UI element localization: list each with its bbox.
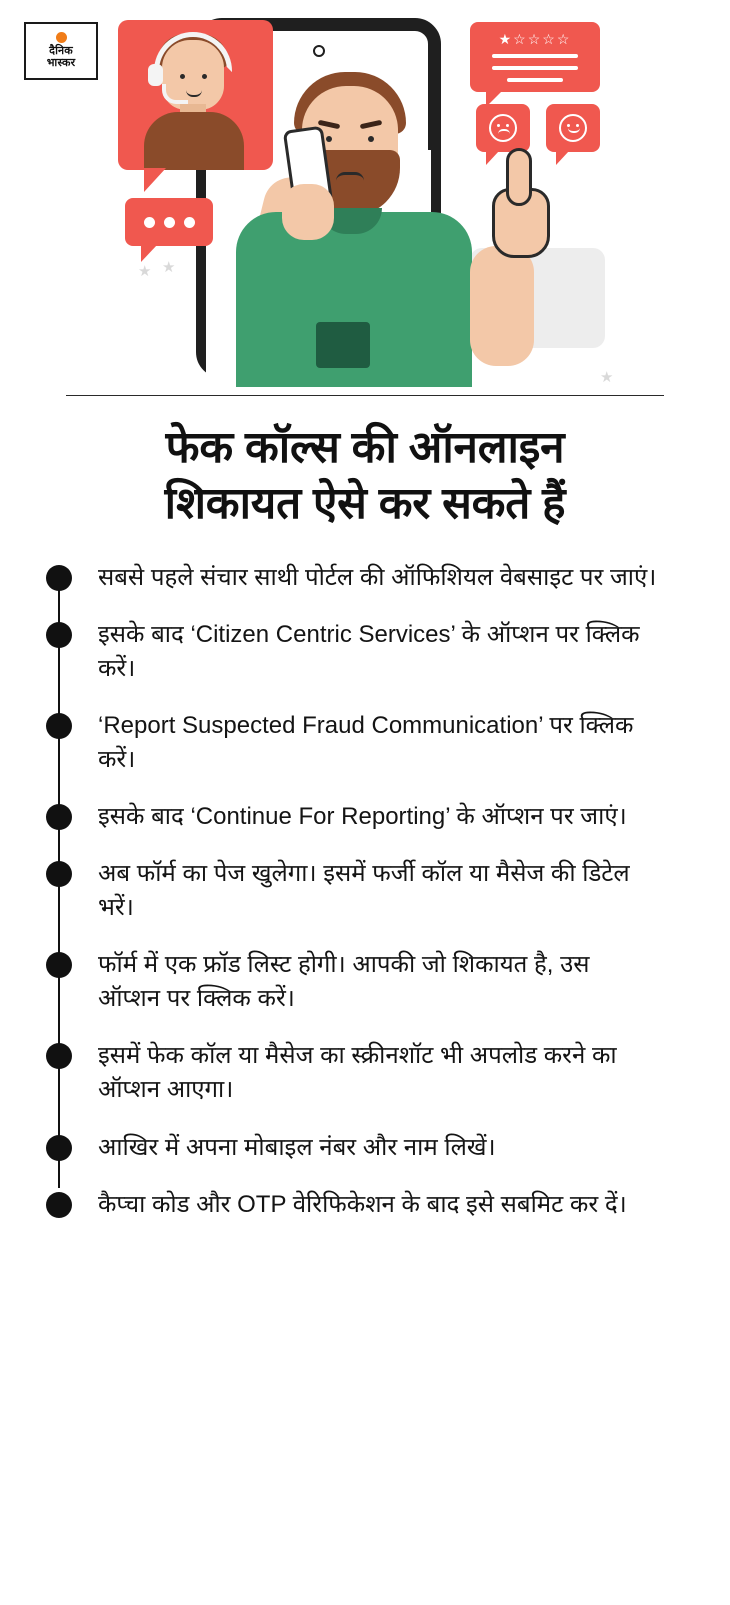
list-item: [40, 857, 690, 925]
agent-eye-right: [202, 74, 207, 79]
step-bullet-icon: [46, 1192, 72, 1218]
step-bullet-icon: [46, 861, 72, 887]
rating-line-1: [492, 54, 578, 58]
happy-eye-right: [576, 124, 579, 127]
list-item: [40, 800, 690, 834]
divider: [66, 395, 664, 396]
step-text: फॉर्म में एक फ्रॉड लिस्ट होगी। आपकी जो शिकायत है, उस ऑप्शन पर क्लिक करें।: [98, 951, 590, 1013]
sad-eye-left: [497, 124, 500, 127]
man-mouth: [336, 172, 364, 181]
sad-face-icon: [489, 114, 517, 142]
step-text: इसमें फेक कॉल या मैसेज का स्क्रीनशॉट भी अपलोड करने का ऑप्शन आएगा।: [98, 1042, 617, 1104]
list-item: [40, 1188, 690, 1222]
sad-face-bubble: [476, 104, 530, 152]
typing-dot-3-icon: [184, 217, 195, 228]
rating-bubble: [470, 22, 600, 92]
happy-face-bubble: [546, 104, 600, 152]
star-rating-icon: ★☆☆☆☆: [498, 31, 572, 47]
headset-microphone: [162, 84, 188, 104]
hero-illustration: [0, 0, 730, 410]
happy-face-icon: [559, 114, 587, 142]
step-bullet-icon: [46, 804, 72, 830]
step-text: अब फॉर्म का पेज खुलेगा। इसमें फर्जी कॉल या मैसेज की डिटेल भरें।: [98, 860, 630, 922]
brand-logo: [24, 22, 98, 80]
agent-body: [144, 112, 244, 170]
logo-line-1: दैनिक: [49, 45, 73, 58]
typing-dots-bubble: [125, 198, 213, 246]
step-bullet-icon: [46, 952, 72, 978]
pointing-arm: [470, 246, 534, 366]
typing-dot-1-icon: [144, 217, 155, 228]
step-bullet-icon: [46, 1043, 72, 1069]
step-text: आखिर में अपना मोबाइल नंबर और नाम लिखें।: [98, 1133, 496, 1161]
headset-earpiece: [148, 64, 163, 86]
step-bullet-icon: [46, 1135, 72, 1161]
agent-eye-left: [180, 74, 185, 79]
logo-dot-icon: [56, 32, 67, 43]
steps-list: [0, 561, 730, 1222]
headline-line-2: शिकायत ऐसे कर सकते हैं: [164, 479, 566, 529]
call-agent-bubble: [118, 20, 273, 170]
happy-mouth: [568, 128, 580, 133]
list-item: [40, 618, 690, 686]
headset-icon: [154, 32, 232, 72]
man-eye-left: [326, 136, 332, 142]
deco-star-icon-3: ★: [600, 369, 614, 386]
step-text: सबसे पहले संचार साथी पोर्टल की ऑफिशियल वेबसाइट पर जाएं।: [98, 563, 657, 591]
typing-dot-2-icon: [164, 217, 175, 228]
step-bullet-icon: [46, 713, 72, 739]
deco-star-icon-2: ★: [162, 259, 176, 276]
man-eye-right: [368, 136, 374, 142]
logo-line-2: भास्कर: [46, 57, 76, 69]
sad-eye-right: [506, 124, 509, 127]
step-text: इसके बाद ‘Continue For Reporting’ के ऑप्शन पर जाएं।: [98, 803, 627, 831]
step-text: इसके बाद ‘Citizen Centric Services’ के ऑप्शन पर क्लिक करें।: [98, 620, 640, 682]
pointing-finger-icon: [506, 148, 532, 206]
headline-line-1: फेक कॉल्स की ऑनलाइन: [165, 423, 565, 472]
list-item: [40, 709, 690, 777]
step-bullet-icon: [46, 622, 72, 648]
man-hand: [282, 184, 334, 240]
deco-star-icon-1: ★: [138, 263, 152, 280]
sad-mouth: [498, 129, 510, 134]
rating-line-3: [507, 78, 563, 82]
step-bullet-icon: [46, 565, 72, 591]
shirt-pocket: [316, 322, 370, 368]
happy-eye-left: [567, 124, 570, 127]
step-text: कैप्चा कोड और OTP वेरिफिकेशन के बाद इसे सबमिट कर दें।: [98, 1190, 627, 1218]
list-item: [40, 1039, 690, 1107]
step-text: ‘Report Suspected Fraud Communication’ पर क्लिक करें।: [98, 711, 634, 773]
list-item: [40, 1131, 690, 1165]
rating-line-2: [492, 66, 578, 70]
page-title: [0, 410, 730, 533]
list-item: [40, 948, 690, 1016]
list-item: [40, 561, 690, 595]
